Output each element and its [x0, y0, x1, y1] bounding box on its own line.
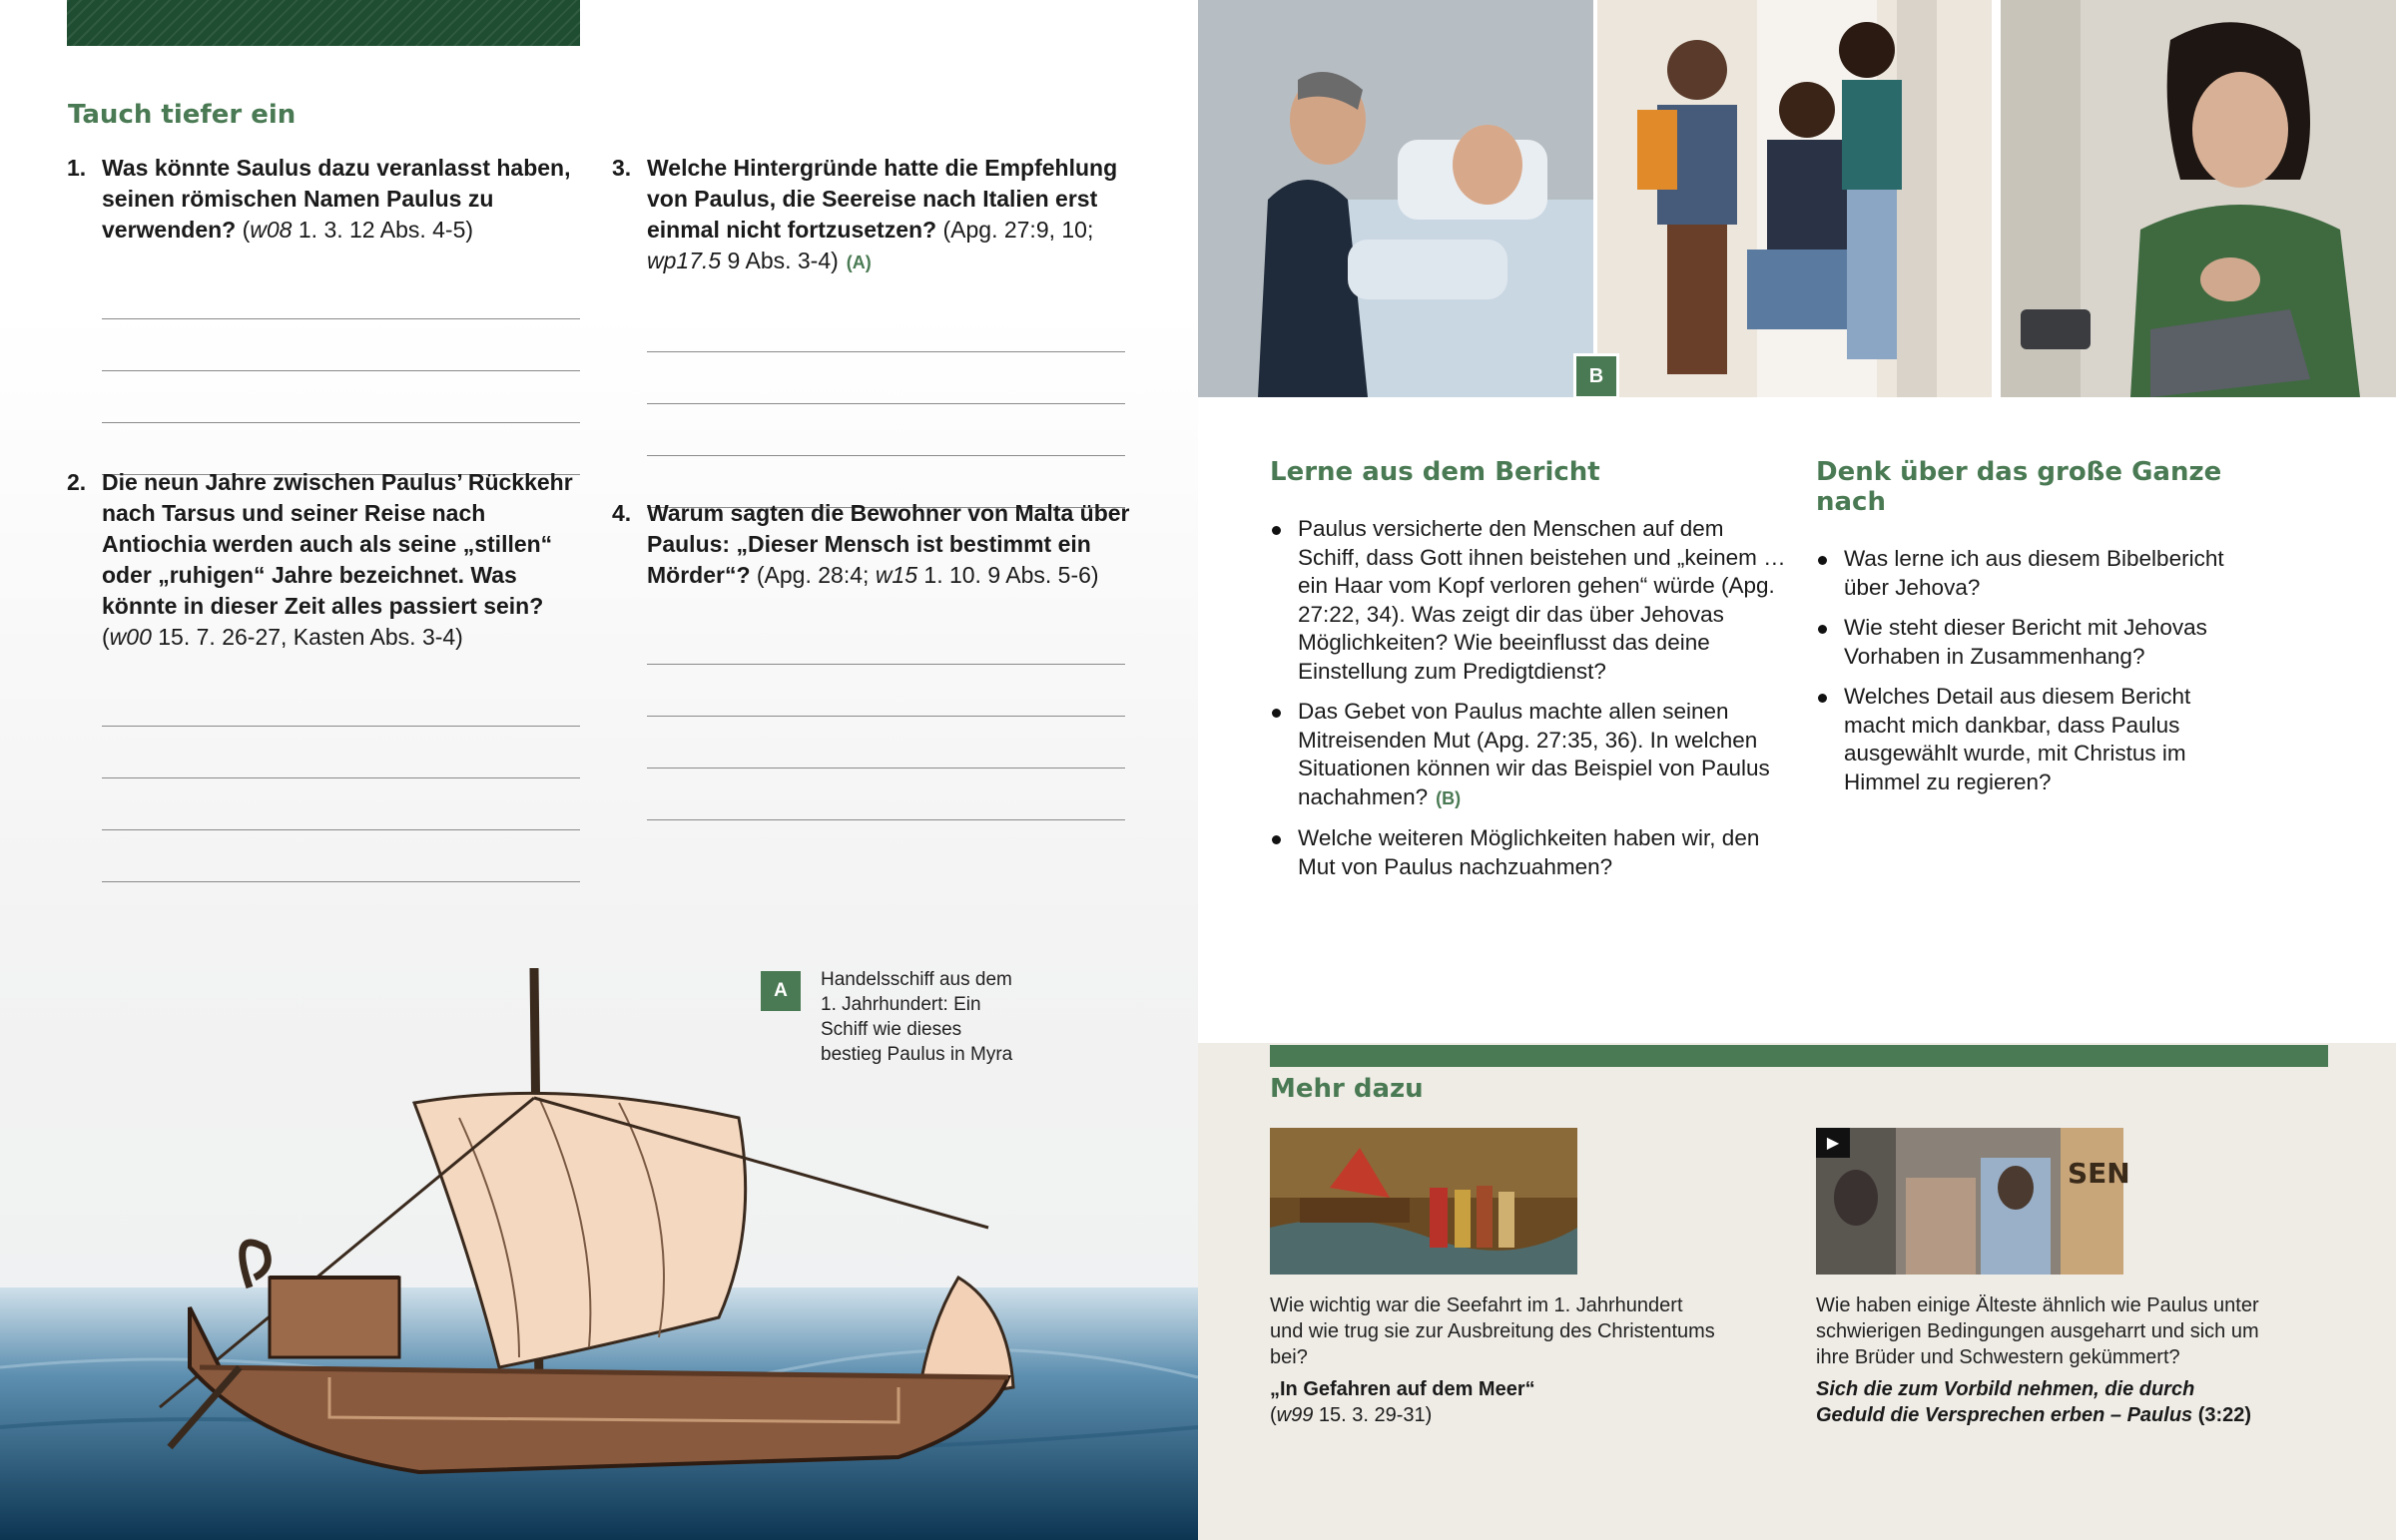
- image-ref-tag: (B): [1436, 787, 1462, 808]
- learn-from-account: [1270, 457, 1789, 893]
- answer-lines[interactable]: [647, 613, 1131, 820]
- question-1: 1. Was könnte Saulus dazu veranlasst haben, seinen römischen Namen Paulus zu verwenden? (w08 1. 3. 12 Abs. 4-5): [67, 153, 586, 475]
- learn-item: Paulus versicherte den Menschen auf dem Schiff, dass Gott ihnen beistehen und „keinem … ein Haar vom Kopf verloren gehen“ würde (Apg. 27:22, 34). Was zeigt dir das über Jehovas Möglichkeiten? Wie beeinflusst das deine Einstellung zum Predigtdienst?: [1270, 515, 1789, 686]
- card-video-title[interactable]: Sich die zum Vorbild nehmen, die durch Geduld die Versprechen erben – Paulus (3:22): [1816, 1378, 2252, 1426]
- video-thumbnail[interactable]: [1816, 1128, 2130, 1275]
- think-item: Wie steht dieser Bericht mit Jehovas Vorhaben in Zusammenhang?: [1816, 614, 2255, 671]
- card-question: Wie haben einige Älteste ähnlich wie Paulus unter schwierigen Bedingungen ausgeharrt und sich um ihre Brüder und Schwestern gekümmert?: [1816, 1294, 2259, 1368]
- play-icon[interactable]: ▶: [1816, 1128, 1850, 1158]
- more-section-bar: [1270, 1045, 2328, 1067]
- answer-lines[interactable]: [102, 675, 586, 882]
- ship-caption: Handelsschiff aus dem 1. Jahrhundert: Ein Schiff wie dieses bestieg Paulus in Myra: [821, 969, 1013, 1065]
- think-title: Denk über das große Ganze nach: [1816, 457, 2222, 517]
- decorative-banner: [67, 0, 580, 46]
- question-2: 2. Die neun Jahre zwischen Paulus’ Rückkehr nach Tarsus und seiner Reise nach Antiochia werden auch als seine „stillen“ oder „ruhigen“ Jahre bezeichnet. Was könnte in dieser Zeit alles passiert sein? (w00 15. 7. 26-27, Kasten Abs. 3-4): [67, 467, 586, 882]
- think-item: Welches Detail aus diesem Bericht macht mich dankbar, dass Paulus ausgewählt wurde, mit Christus im Himmel zu regieren?: [1816, 683, 2255, 796]
- question-4: 4. Warum sagten die Bewohner von Malta über Paulus: „Dieser Mensch ist bestimmt ein Mörder“? (Apg. 28:4; w15 1. 10. 9 Abs. 5-6): [612, 498, 1131, 820]
- answer-lines[interactable]: [647, 300, 1131, 508]
- think-big-picture: [1816, 457, 2255, 808]
- image-badge-a: A: [761, 971, 801, 1011]
- photo-hospital-visit: [1198, 0, 1593, 397]
- learn-title: Lerne aus dem Bericht: [1270, 457, 1600, 487]
- more-card-article[interactable]: [1270, 1128, 1719, 1428]
- learn-item: Das Gebet von Paulus machte allen seinen Mitreisenden Mut (Apg. 27:35, 36). In welchen Situationen können wir das Beispiel von Paulus nachahmen? (B): [1270, 698, 1789, 812]
- image-badge-b: B: [1573, 353, 1619, 399]
- think-item: Was lerne ich aus diesem Bibelbericht über Jehova?: [1816, 545, 2255, 602]
- answer-lines[interactable]: [102, 267, 586, 475]
- card-article-title[interactable]: „In Gefahren auf dem Meer“ (w99 15. 3. 29-31): [1270, 1378, 1535, 1426]
- photo-family-prayer: [1597, 0, 1992, 397]
- photo-girl-praying: [2001, 0, 2396, 397]
- learn-item: Welche weiteren Möglichkeiten haben wir, den Mut von Paulus nachzuahmen?: [1270, 824, 1789, 881]
- section-title: Tauch tiefer ein: [68, 100, 297, 130]
- right-page: [1198, 0, 2396, 1540]
- painting-thumbnail[interactable]: [1270, 1128, 1577, 1275]
- more-title: Mehr dazu: [1270, 1074, 1424, 1104]
- card-question: Wie wichtig war die Seefahrt im 1. Jahrhundert und wie trug sie zur Ausbreitung des Christentums bei?: [1270, 1294, 1715, 1368]
- image-ref-tag: (A): [846, 253, 872, 272]
- svg-text:SEN: SEN: [2068, 1157, 2130, 1190]
- more-card-video[interactable]: [1816, 1128, 2265, 1428]
- question-3: 3. Welche Hintergründe hatte die Empfehlung von Paulus, die Seereise nach Italien erst einmal nicht fortzusetzen? (Apg. 27:9, 10; wp17.5 9 Abs. 3-4) (A): [612, 153, 1131, 508]
